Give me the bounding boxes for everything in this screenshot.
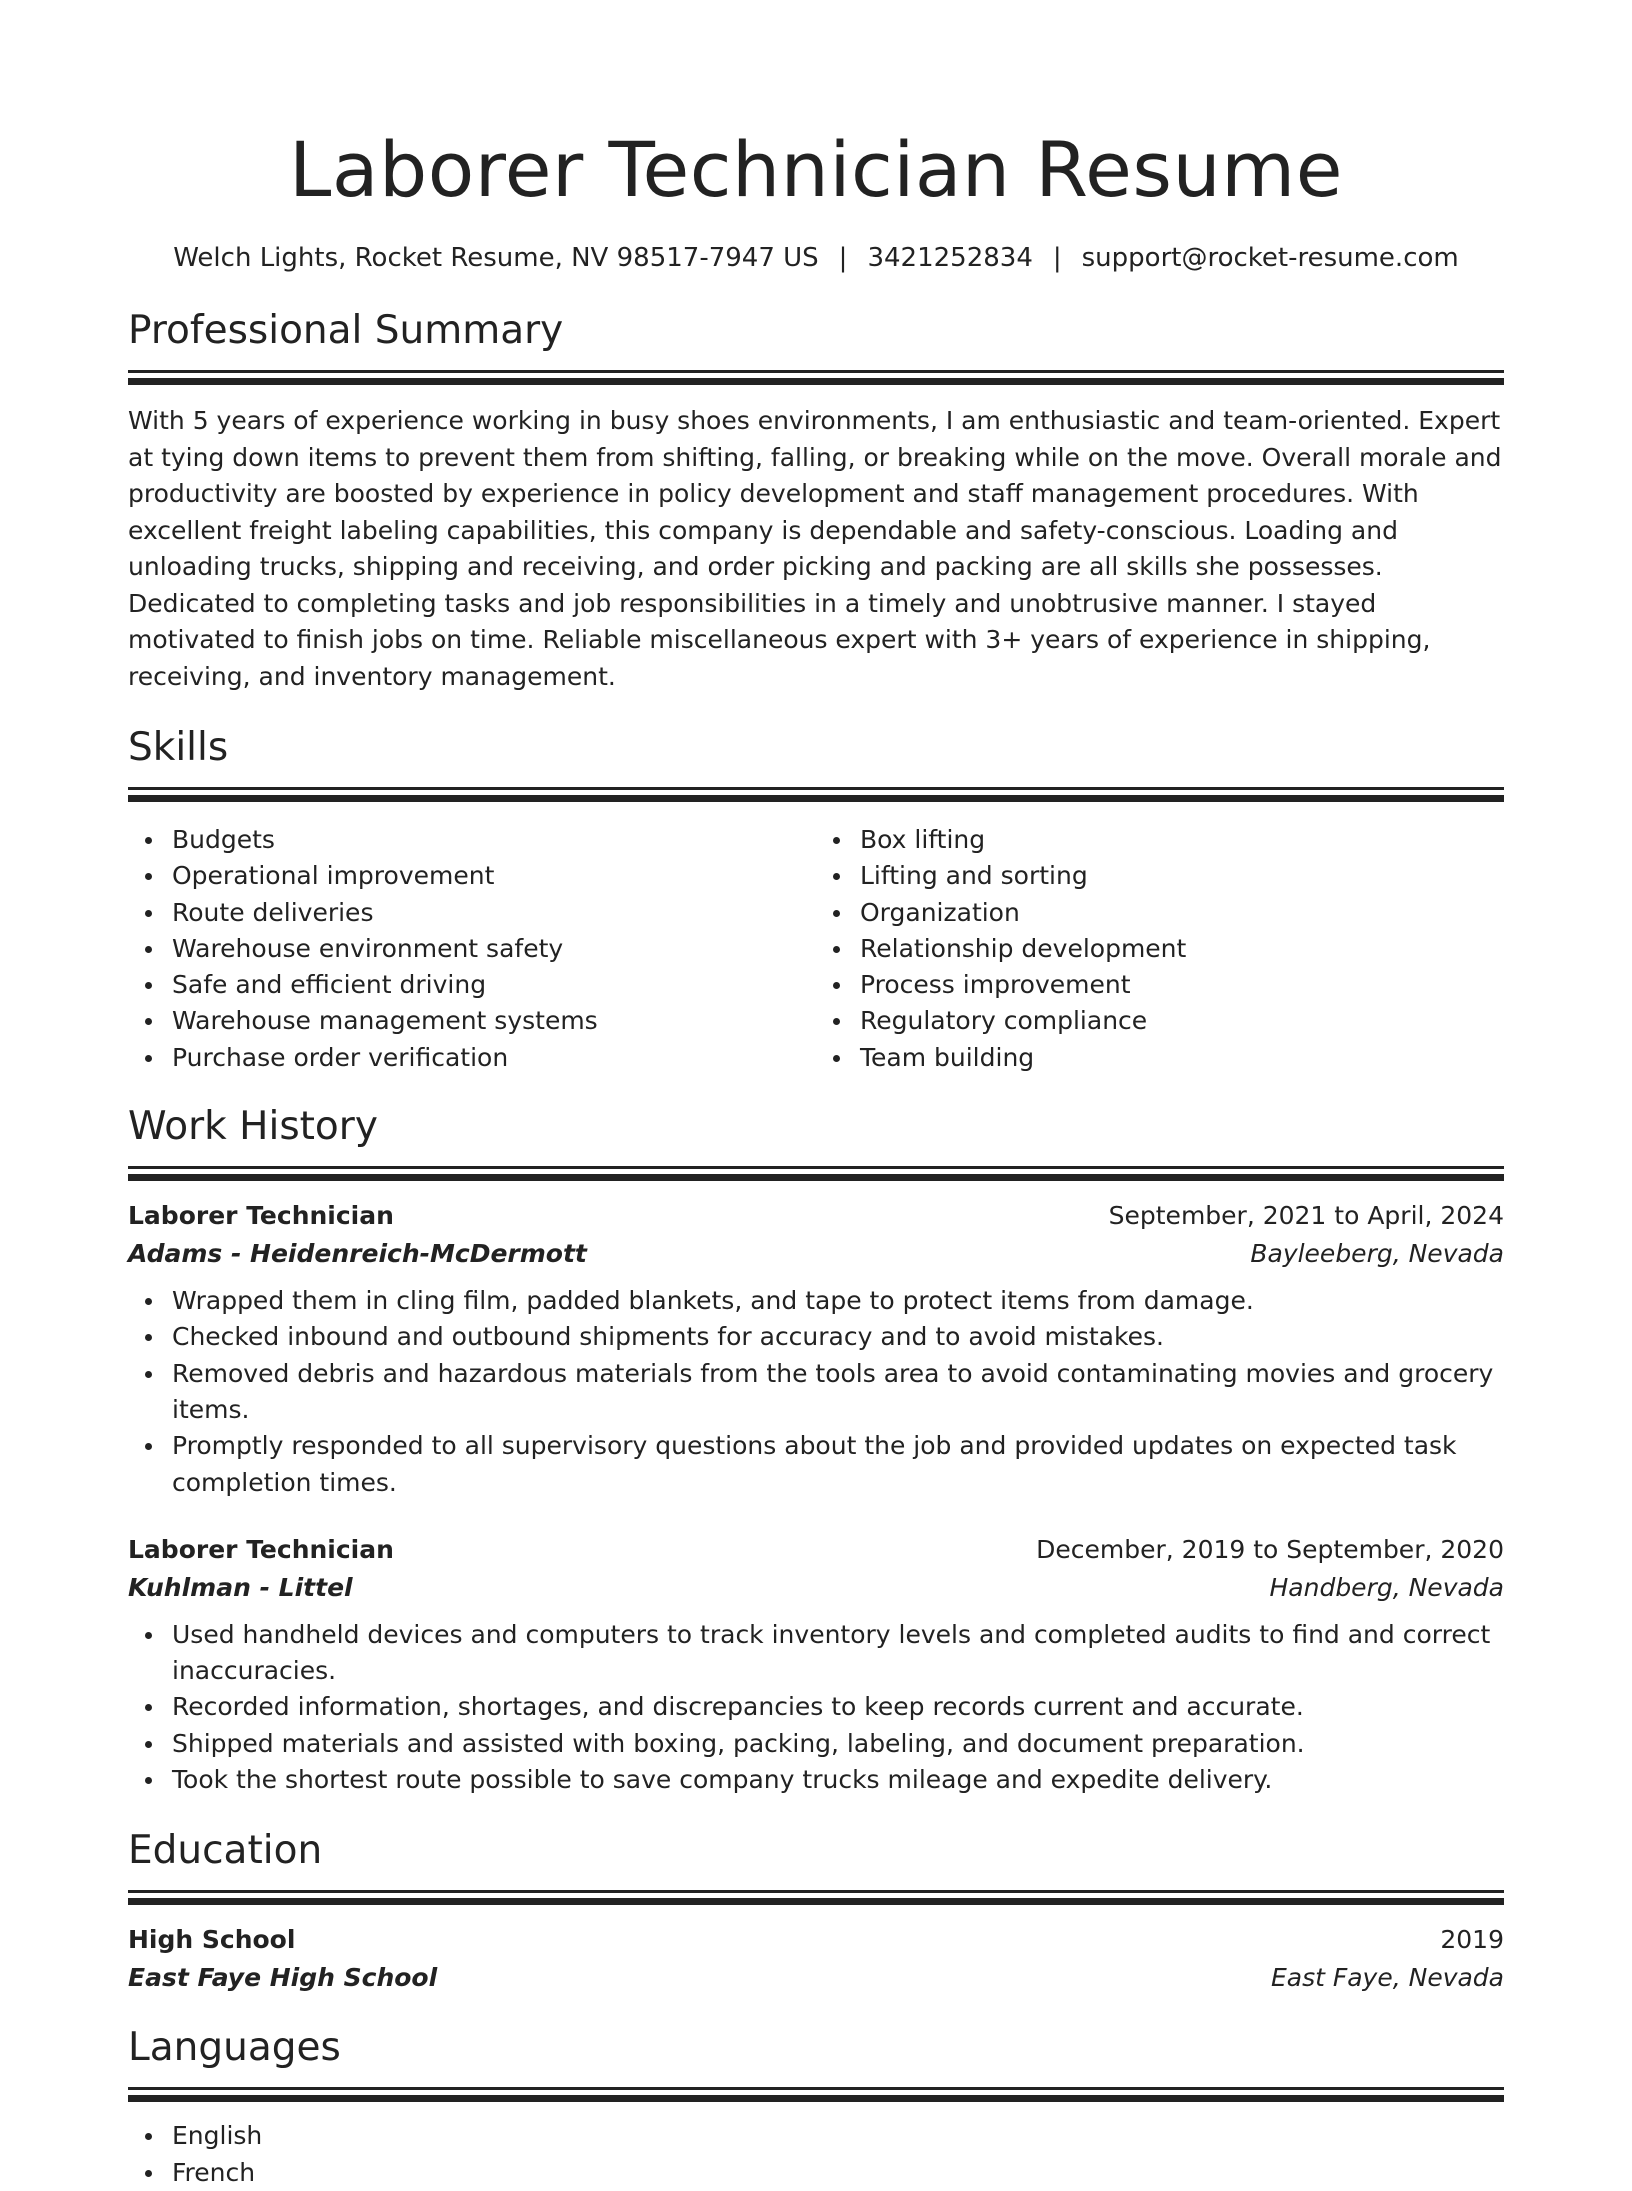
education-heading: Education (128, 1828, 323, 1874)
job-bullets (128, 1617, 1504, 1798)
section-divider (128, 2087, 1504, 2090)
job-dates: December, 2019 to September, 2020 (1036, 1534, 1504, 1564)
job-entry (128, 1197, 1504, 1501)
skill-item: Purchase order verification (172, 1040, 816, 1076)
skills-list-left (128, 822, 816, 1076)
work-heading: Work History (128, 1104, 378, 1150)
job-bullet: Checked inbound and outbound shipments for accuracy and to avoid mistakes. (172, 1319, 1504, 1355)
skill-item: Organization (860, 895, 1504, 931)
job-header-row (128, 1197, 1504, 1235)
languages-heading: Languages (128, 2025, 341, 2071)
skill-item: Regulatory compliance (860, 1003, 1504, 1039)
section-divider (128, 787, 1504, 790)
resume-title: Laborer Technician Resume (289, 125, 1343, 214)
section-divider-thick (128, 2095, 1504, 2102)
job-company: Kuhlman - Littel (128, 1572, 353, 1602)
skills-columns (128, 822, 1504, 1076)
education-header-row (128, 1921, 1504, 1959)
job-bullet: Used handheld devices and computers to track inventory levels and completed audits to find and correct inaccuracies. (172, 1617, 1504, 1690)
contact-line (128, 240, 1504, 276)
section-divider-thick (128, 378, 1504, 385)
job-dates: September, 2021 to April, 2024 (1108, 1201, 1504, 1231)
job-entry (128, 1531, 1504, 1798)
job-bullet: Promptly responded to all supervisory questions about the job and provided updates on expected task completion times. (172, 1428, 1504, 1501)
job-location: Bayleeberg, Nevada (1250, 1239, 1504, 1269)
contact-phone: 3421252834 (867, 243, 1033, 273)
section-divider-thick (128, 795, 1504, 802)
section-divider (128, 1890, 1504, 1893)
job-header-row (128, 1531, 1504, 1569)
education-school: East Faye High School (128, 1963, 438, 1993)
skill-item: Safe and efficient driving (172, 967, 816, 1003)
job-company-row (128, 1569, 1504, 1607)
education-entry (128, 1921, 1504, 1997)
section-divider-thick (128, 1898, 1504, 1905)
language-item: French (172, 2155, 1504, 2191)
skill-item: Process improvement (860, 967, 1504, 1003)
languages-list (128, 2118, 1504, 2191)
job-bullet: Shipped materials and assisted with boxing, packing, labeling, and document preparation. (172, 1726, 1504, 1762)
job-company: Adams - Heidenreich-McDermott (128, 1239, 587, 1269)
skills-heading: Skills (128, 725, 229, 770)
education-section (128, 1826, 1504, 1997)
job-bullet: Recorded information, shortages, and discrepancies to keep records current and accurate. (172, 1689, 1504, 1725)
education-year: 2019 (1440, 1925, 1504, 1955)
job-company-row (128, 1235, 1504, 1273)
contact-address: Welch Lights, Rocket Resume, NV 98517-7947 US (173, 243, 819, 273)
job-bullet: Removed debris and hazardous materials from the tools area to avoid contaminating movies and grocery items. (172, 1356, 1504, 1429)
education-location: East Faye, Nevada (1270, 1963, 1504, 1993)
skill-item: Box lifting (860, 822, 1504, 858)
job-bullet: Wrapped them in cling film, padded blankets, and tape to protect items from damage. (172, 1283, 1504, 1319)
summary-heading: Professional Summary (128, 308, 564, 353)
summary-section (128, 306, 1504, 695)
contact-separator: | (1052, 243, 1062, 273)
languages-section (128, 2023, 1504, 2191)
skill-item: Relationship development (860, 931, 1504, 967)
job-title: Laborer Technician (128, 1534, 394, 1564)
job-title: Laborer Technician (128, 1201, 394, 1231)
skill-item: Warehouse management systems (172, 1003, 816, 1039)
skill-item: Lifting and sorting (860, 858, 1504, 894)
education-school-row (128, 1959, 1504, 1997)
education-degree: High School (128, 1925, 296, 1955)
skill-item: Budgets (172, 822, 816, 858)
language-item: English (172, 2118, 1504, 2154)
job-bullets (128, 1283, 1504, 1501)
skill-item: Operational improvement (172, 858, 816, 894)
job-bullet: Took the shortest route possible to save company trucks mileage and expedite delivery. (172, 1762, 1504, 1798)
skills-list-right (816, 822, 1504, 1076)
skill-item: Team building (860, 1040, 1504, 1076)
section-divider (128, 1166, 1504, 1169)
job-location: Handberg, Nevada (1269, 1572, 1504, 1602)
contact-email: support@rocket-resume.com (1081, 243, 1459, 273)
section-divider (128, 370, 1504, 373)
skill-item: Route deliveries (172, 895, 816, 931)
summary-text: With 5 years of experience working in busy shoes environments, I am enthusiastic and team-oriented. Expert at tying down items to prevent them from shifting, falling, or breaking while on the move. Overall morale and productivity are boosted by experience in policy development and staff management procedures. With excellent freight labeling capabilities, this company is dependable and safety-conscious. Loading and unloading trucks, shipping and receiving, and order picking and packing are all skills she possesses. Dedicated to completing tasks and job responsibilities in a timely and unobtrusive manner. I stayed motivated to finish jobs on time. Reliable miscellaneous expert with 3+ years of experience in shipping, receiving, and inventory management. (128, 406, 1502, 691)
work-section (128, 1102, 1504, 1798)
contact-separator: | (838, 243, 848, 273)
skills-section (128, 723, 1504, 1076)
skill-item: Warehouse environment safety (172, 931, 816, 967)
section-divider-thick (128, 1174, 1504, 1181)
